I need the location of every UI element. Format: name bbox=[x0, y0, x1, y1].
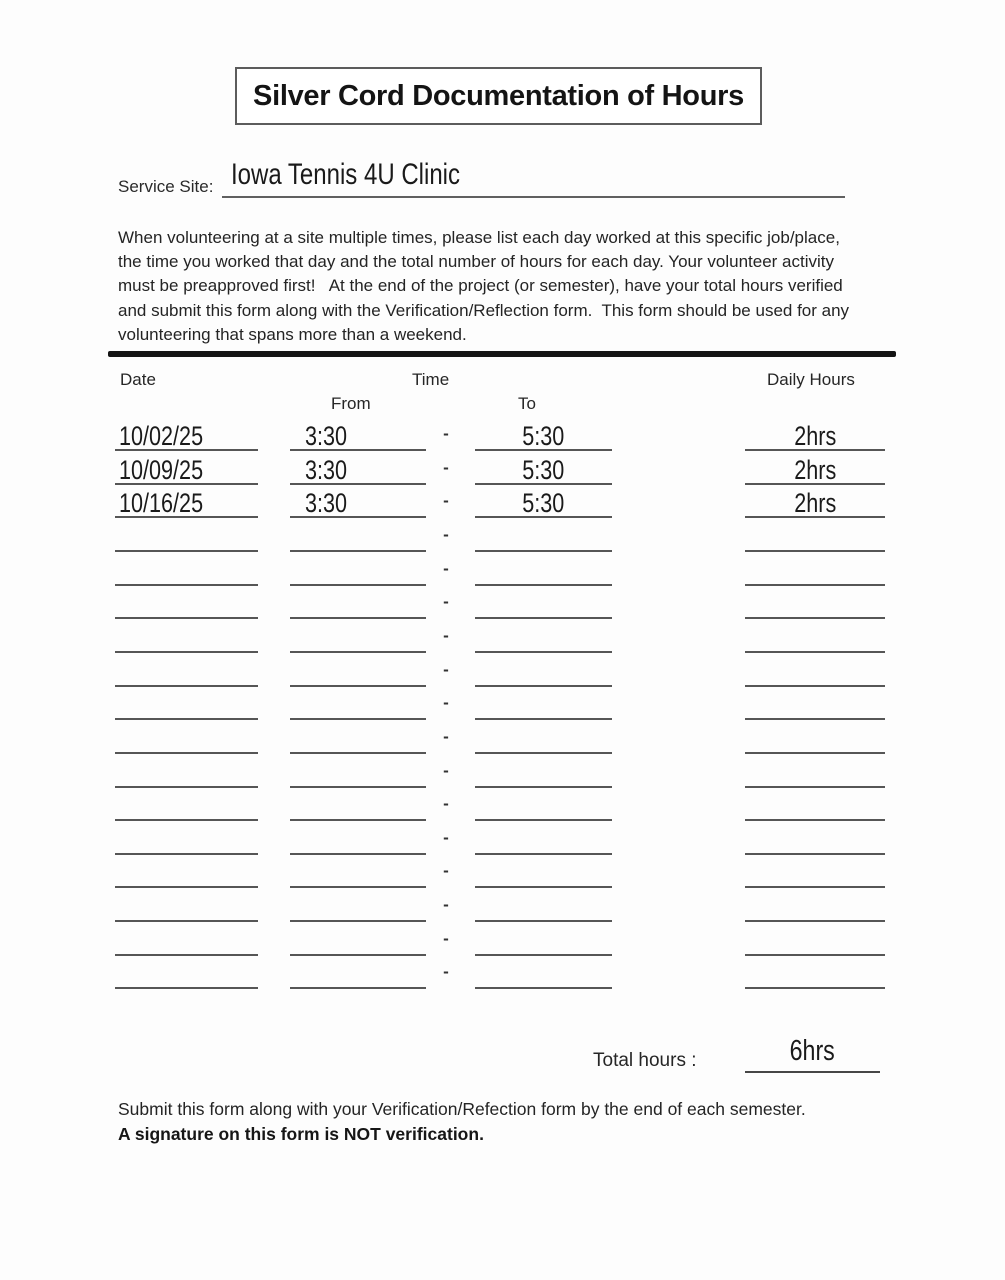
service-site-underline bbox=[222, 196, 845, 198]
form-title-box bbox=[235, 67, 762, 125]
daily-hours-field bbox=[745, 556, 885, 586]
time-range-dash: - bbox=[443, 827, 449, 847]
daily-hours-field bbox=[745, 892, 885, 922]
table-row-empty bbox=[0, 825, 1005, 855]
time-to-field-text: 5:30 bbox=[522, 488, 565, 519]
footer-submit-note: Submit this form along with your Verification/Refection form by the end of each semester. bbox=[118, 1099, 806, 1119]
time-range-dash: - bbox=[443, 794, 449, 814]
time-range-dash: - bbox=[443, 726, 449, 746]
table-row-filled bbox=[0, 455, 1005, 485]
date-field bbox=[115, 589, 258, 619]
table-row-empty bbox=[0, 724, 1005, 754]
time-from-field bbox=[290, 455, 426, 485]
time-from-field bbox=[290, 522, 426, 552]
total-hours-underline bbox=[745, 1071, 880, 1073]
date-field bbox=[115, 690, 258, 720]
table-row-empty bbox=[0, 858, 1005, 888]
time-from-field bbox=[290, 724, 426, 754]
time-to-field bbox=[475, 690, 612, 720]
table-row-filled bbox=[0, 421, 1005, 451]
table-row-empty bbox=[0, 892, 1005, 922]
daily-hours-field bbox=[745, 724, 885, 754]
daily-hours-field-text: 2hrs bbox=[793, 488, 837, 519]
table-row-empty bbox=[0, 758, 1005, 788]
time-from-field-text: 3:30 bbox=[305, 421, 348, 451]
time-range-dash: - bbox=[443, 457, 449, 477]
table-row-empty bbox=[0, 657, 1005, 687]
time-to-field bbox=[475, 724, 612, 754]
date-field bbox=[115, 858, 258, 888]
total-hours-label: Total hours : bbox=[593, 1050, 697, 1071]
date-field bbox=[115, 791, 258, 821]
time-range-dash: - bbox=[443, 928, 449, 948]
time-from-field bbox=[290, 926, 426, 956]
time-from-field bbox=[290, 758, 426, 788]
time-range-dash: - bbox=[443, 760, 449, 780]
time-from-field bbox=[290, 858, 426, 888]
daily-hours-field-text: 2hrs bbox=[793, 454, 837, 485]
daily-hours-field bbox=[745, 623, 885, 653]
daily-hours-field bbox=[745, 589, 885, 619]
time-to-field bbox=[475, 858, 612, 888]
table-row-empty bbox=[0, 690, 1005, 720]
table-row-empty bbox=[0, 556, 1005, 586]
daily-hours-field bbox=[745, 825, 885, 855]
table-row-empty bbox=[0, 926, 1005, 956]
time-from-field bbox=[290, 657, 426, 687]
time-to-field bbox=[475, 926, 612, 956]
time-from-field bbox=[290, 892, 426, 922]
time-to-field bbox=[475, 455, 612, 485]
table-row-empty bbox=[0, 791, 1005, 821]
daily-hours-field bbox=[745, 488, 885, 518]
time-to-field bbox=[475, 488, 612, 518]
time-range-dash: - bbox=[443, 659, 449, 679]
time-from-field bbox=[290, 589, 426, 619]
daily-hours-field bbox=[745, 959, 885, 989]
footer-signature-note: A signature on this form is NOT verification. bbox=[118, 1124, 484, 1144]
date-field bbox=[115, 556, 258, 586]
date-field-text: 10/16/25 bbox=[119, 488, 204, 519]
time-from-field bbox=[290, 690, 426, 720]
daily-hours-field bbox=[745, 858, 885, 888]
table-row-filled bbox=[0, 488, 1005, 518]
time-range-dash: - bbox=[443, 625, 449, 645]
time-to-field bbox=[475, 623, 612, 653]
date-field bbox=[115, 522, 258, 552]
date-field bbox=[115, 892, 258, 922]
time-to-field bbox=[475, 421, 612, 451]
daily-hours-field bbox=[745, 758, 885, 788]
time-range-dash: - bbox=[443, 861, 449, 881]
date-field bbox=[115, 623, 258, 653]
time-from-field bbox=[290, 825, 426, 855]
total-hours-value: 6hrs bbox=[789, 1035, 836, 1067]
date-field bbox=[115, 421, 258, 451]
daily-hours-field bbox=[745, 522, 885, 552]
time-to-field-text: 5:30 bbox=[522, 454, 565, 485]
time-range-dash: - bbox=[443, 424, 449, 443]
date-field bbox=[115, 825, 258, 855]
time-from-field-text: 3:30 bbox=[305, 488, 348, 519]
form-instructions: When volunteering at a site multiple times, please list each day worked at this specific job/place, the time you worked that day and the total number of hours for each day. Your volunteer activity must be preapproved first! At the end of the project (or semester), have your total hours verified and submit this form along with the Verification/Reflection form. This form should be used for any volunteering that spans more than a weekend. bbox=[118, 228, 854, 344]
time-from-field bbox=[290, 488, 426, 518]
subheader-from: From bbox=[331, 394, 371, 413]
date-field bbox=[115, 455, 258, 485]
table-row-empty bbox=[0, 522, 1005, 552]
date-field bbox=[115, 758, 258, 788]
time-to-field bbox=[475, 758, 612, 788]
form-title: Silver Cord Documentation of Hours bbox=[253, 79, 744, 112]
time-from-field bbox=[290, 556, 426, 586]
time-from-field bbox=[290, 421, 426, 451]
daily-hours-field bbox=[745, 926, 885, 956]
time-to-field bbox=[475, 657, 612, 687]
time-to-field bbox=[475, 522, 612, 552]
section-divider bbox=[108, 351, 896, 357]
time-to-field bbox=[475, 589, 612, 619]
daily-hours-field bbox=[745, 455, 885, 485]
date-field-text: 10/02/25 bbox=[119, 421, 204, 451]
time-to-field-text: 5:30 bbox=[522, 421, 565, 451]
column-header-date: Date bbox=[120, 370, 156, 389]
time-range-dash: - bbox=[443, 592, 449, 612]
time-to-field bbox=[475, 556, 612, 586]
date-field bbox=[115, 959, 258, 989]
column-header-daily-hours: Daily Hours bbox=[767, 370, 855, 389]
daily-hours-field bbox=[745, 791, 885, 821]
time-from-field-text: 3:30 bbox=[305, 454, 348, 485]
table-row-empty bbox=[0, 959, 1005, 989]
time-from-field bbox=[290, 791, 426, 821]
time-range-dash: - bbox=[443, 693, 449, 713]
time-from-field bbox=[290, 623, 426, 653]
time-range-dash: - bbox=[443, 491, 449, 511]
date-field bbox=[115, 926, 258, 956]
time-to-field bbox=[475, 959, 612, 989]
time-range-dash: - bbox=[443, 962, 449, 982]
date-field bbox=[115, 488, 258, 518]
table-row-empty bbox=[0, 589, 1005, 619]
date-field bbox=[115, 657, 258, 687]
subheader-to: To bbox=[518, 394, 536, 413]
daily-hours-field bbox=[745, 657, 885, 687]
time-range-dash: - bbox=[443, 524, 449, 544]
daily-hours-field bbox=[745, 421, 885, 451]
service-site-value: Iowa Tennis 4U Clinic bbox=[231, 158, 460, 191]
daily-hours-field-text: 2hrs bbox=[793, 421, 837, 451]
time-to-field bbox=[475, 791, 612, 821]
date-field bbox=[115, 724, 258, 754]
time-range-dash: - bbox=[443, 558, 449, 578]
service-site-label: Service Site: bbox=[118, 177, 214, 196]
time-to-field bbox=[475, 892, 612, 922]
date-field-text: 10/09/25 bbox=[119, 454, 204, 485]
table-row-empty bbox=[0, 623, 1005, 653]
time-from-field bbox=[290, 959, 426, 989]
time-to-field bbox=[475, 825, 612, 855]
time-range-dash: - bbox=[443, 895, 449, 915]
column-header-time: Time bbox=[412, 370, 450, 389]
daily-hours-field bbox=[745, 690, 885, 720]
